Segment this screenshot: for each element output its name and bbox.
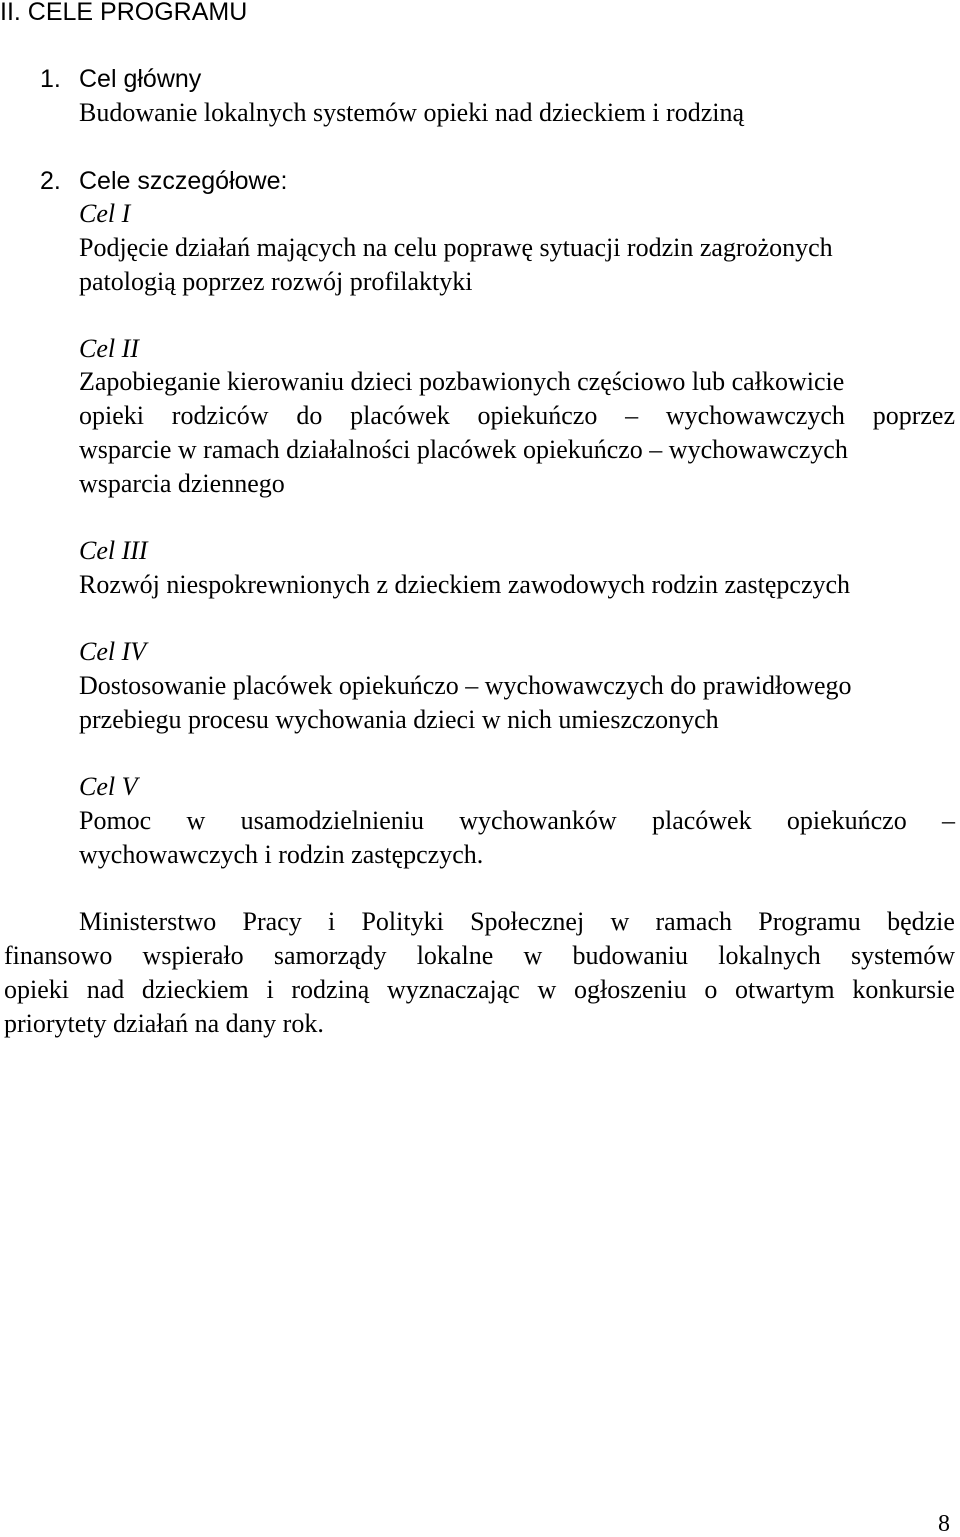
word: Pomoc	[79, 806, 152, 835]
word: placówek	[350, 401, 450, 430]
goal-text-line: wsparcie w ramach działalności placówek opiekuńczo – wychowawczych	[79, 435, 848, 464]
word: rodziną	[291, 975, 370, 1004]
main-goal-number: 1.	[40, 65, 61, 93]
word: o	[704, 975, 718, 1004]
goal-text-line: Dostosowanie placówek opiekuńczo – wychowawczych do prawidłowego	[79, 671, 852, 700]
word: Polityki	[361, 907, 444, 936]
word: rodziców	[171, 401, 269, 430]
word: konkursie	[852, 975, 955, 1004]
word: otwartym	[735, 975, 835, 1004]
word: opieki	[79, 401, 144, 430]
word: wspierało	[142, 941, 244, 970]
word: Społecznej	[470, 907, 585, 936]
word: opiekuńczo	[477, 401, 598, 430]
word: lokalnych	[718, 941, 821, 970]
word: usamodzielnieniu	[240, 806, 424, 835]
main-goal-text: Budowanie lokalnych systemów opieki nad dzieckiem i rodziną	[79, 98, 744, 127]
goal-label: Cel II	[79, 334, 139, 363]
goal-text-line: przebiegu procesu wychowania dzieci w nich umieszczonych	[79, 705, 719, 734]
word: Programu	[758, 907, 861, 936]
word: –	[625, 401, 639, 430]
word: nad	[86, 975, 125, 1004]
specific-goals-heading: Cele szczegółowe:	[79, 167, 288, 195]
goal-label: Cel III	[79, 536, 148, 565]
word: i	[266, 975, 274, 1004]
specific-goals-number: 2.	[40, 167, 61, 195]
word: w	[523, 941, 543, 970]
word: samorządy	[273, 941, 387, 970]
goal-text-line: Rozwój niespokrewnionych z dzieckiem zawodowych rodzin zastępczych	[79, 570, 851, 599]
word: budowaniu	[572, 941, 688, 970]
paragraph-line: priorytety działań na dany rok.	[4, 1009, 324, 1038]
word: finansowo	[4, 941, 113, 970]
word: opieki	[4, 975, 69, 1004]
word: i	[327, 907, 336, 936]
word: poprzez	[872, 401, 955, 430]
main-goal-heading: Cel główny	[79, 65, 202, 93]
paragraph-line	[79, 907, 955, 941]
goal-text-line: Zapobieganie kierowaniu dzieci pozbawionych częściowo lub całkowicie	[79, 367, 845, 396]
word: w	[186, 806, 206, 835]
word: systemów	[850, 941, 955, 970]
page-number: 8	[938, 1511, 950, 1537]
word: Ministerstwo	[79, 907, 217, 936]
word: wychowawczych	[665, 401, 845, 430]
word: w	[537, 975, 557, 1004]
goal-text-line: wychowawczych i rodzin zastępczych.	[79, 840, 484, 869]
goal-text-line: Podjęcie działań mających na celu poprawę sytuacji rodzin zagrożonych	[79, 233, 833, 262]
section-heading: II. CELE PROGRAMU	[0, 0, 248, 26]
goal-label: Cel I	[79, 199, 131, 228]
paragraph-line	[4, 941, 955, 975]
word: wychowanków	[459, 806, 617, 835]
goal-label: Cel IV	[79, 637, 147, 666]
word: –	[942, 806, 955, 835]
word: będzie	[887, 907, 955, 936]
goal-text-line: wsparcia dziennego	[79, 469, 285, 498]
word: Pracy	[242, 907, 302, 936]
word: w	[610, 907, 630, 936]
word: opiekuńczo	[786, 806, 907, 835]
goal-text-line	[79, 806, 955, 840]
word: wyznaczając	[387, 975, 520, 1004]
word: do	[296, 401, 323, 430]
word: dzieckiem	[141, 975, 249, 1004]
goal-text-line: patologią poprzez rozwój profilaktyki	[79, 267, 473, 296]
goal-text-line	[79, 401, 955, 435]
paragraph-line	[4, 975, 955, 1009]
goal-label: Cel V	[79, 772, 138, 801]
word: placówek	[651, 806, 752, 835]
word: lokalne	[416, 941, 494, 970]
word: ogłoszeniu	[573, 975, 687, 1004]
word: ramach	[655, 907, 732, 936]
